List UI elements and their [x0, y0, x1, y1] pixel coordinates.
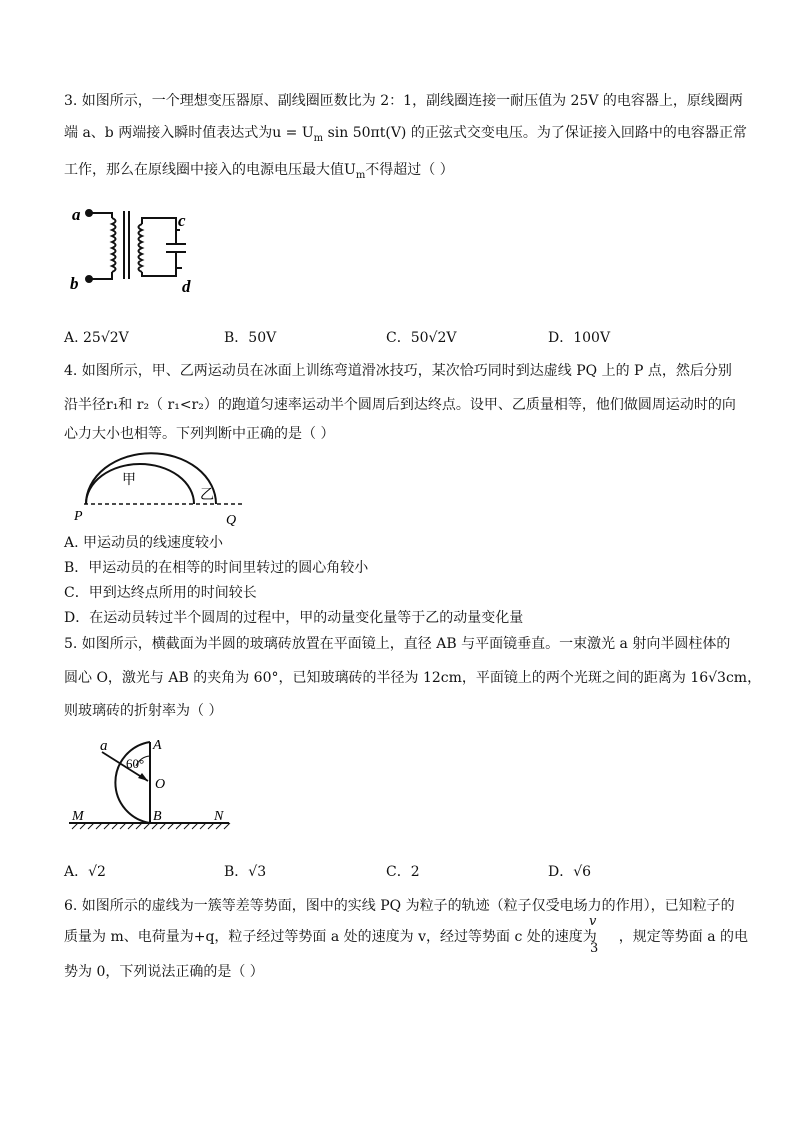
- q5-line-3: 则玻璃砖的折射率为（ ）: [64, 703, 223, 719]
- q4-option-c[interactable]: C．甲到达终点所用的时间较长: [64, 585, 257, 601]
- fig4-label-yi: 乙: [200, 487, 214, 503]
- q3-line-3-sub: m: [355, 169, 366, 181]
- q4-line-1: 4. 如图所示，甲、乙两运动员在冰面上训练弯道滑冰技巧，某次恰巧同时到达虚线 PQ 上的 P 点，然后分别: [64, 363, 732, 379]
- fig5-label-N: N: [214, 809, 224, 824]
- fig4-label-p: P: [74, 509, 83, 524]
- q4-option-d[interactable]: D．在运动员转过半个圆周的过程中，甲的动量变化量等于乙的动量变化量: [64, 610, 524, 626]
- fig3-label-d: d: [182, 277, 191, 296]
- q6-line-2-rest: ，规定等势面 a 的电: [618, 929, 749, 945]
- q3-option-d[interactable]: D．100V: [548, 330, 611, 346]
- transformer-figure: [64, 196, 204, 296]
- fig5-label-angle: 60°: [126, 756, 145, 771]
- q6-line-2: [64, 927, 748, 947]
- skating-track-figure: [64, 448, 254, 526]
- fig5-label-O: O: [155, 777, 166, 792]
- q3-line-2-text: 端 a、b 两端接入瞬时值表达式为u = U: [64, 125, 314, 141]
- q4-option-b[interactable]: B．甲运动员的在相等的时间里转过的圆心角较小: [64, 560, 369, 576]
- q6-line-1: 6. 如图所示的虚线为一簇等差等势面，图中的实线 PQ 为粒子的轨迹（粒子仅受电场力的作用），已知粒子的: [64, 898, 735, 914]
- glass-brick-figure: [64, 732, 234, 832]
- q3-option-c[interactable]: C．50√2V: [386, 330, 457, 346]
- fig5-label-M: M: [72, 809, 84, 824]
- q6-line-3: 势为 0，下列说法正确的是（ ）: [64, 964, 264, 980]
- q6-fraction-numerator: v: [589, 914, 597, 929]
- q3-option-a[interactable]: A. 25√2V: [64, 330, 129, 346]
- fig4-label-q: Q: [226, 513, 237, 526]
- q3-line-3-rest: 不得超过（ ）: [365, 162, 454, 178]
- q3-line-1: 3. 如图所示，一个理想变压器原、副线圈匝数比为 2：1，副线圈连接一耐压值为 25V 的电容器上，原线圈两: [64, 93, 743, 109]
- q5-option-a[interactable]: A．√2: [64, 864, 106, 880]
- q4-line-2: 沿半径r₁和 r₂（ r₁<r₂）的跑道匀速率运动半个圆周后到达终点。设甲、乙质量相等，他们做圆周运动时的向: [64, 397, 736, 413]
- fig3-label-a: a: [72, 205, 81, 224]
- fig5-label-B: B: [153, 809, 162, 824]
- q3-line-3-text: 工作，那么在原线圈中接入的电源电压最大值U: [64, 162, 356, 178]
- q3-line-3: [64, 160, 454, 186]
- fig3-label-b: b: [70, 274, 79, 293]
- q3-line-2: [64, 123, 747, 149]
- q5-option-b[interactable]: B．√3: [224, 864, 267, 880]
- q6-line-2-text: 质量为 m、电荷量为+q，粒子经过等势面 a 处的速度为 v，经过等势面 c 处的速度为: [64, 929, 597, 945]
- q3-line-2-sub: m: [313, 132, 324, 144]
- fig3-label-c: c: [178, 211, 186, 230]
- fig5-label-a: a: [100, 738, 108, 754]
- fig5-label-A: A: [153, 738, 162, 753]
- q3-option-b[interactable]: B．50V: [224, 330, 277, 346]
- q5-option-c[interactable]: C．2: [386, 864, 420, 880]
- q4-line-3: 心力大小也相等。下列判断中正确的是（ ）: [64, 426, 335, 442]
- q4-option-a[interactable]: A. 甲运动员的线速度较小: [64, 535, 224, 551]
- fig4-label-jia: 甲: [122, 472, 136, 488]
- q5-option-d[interactable]: D．√6: [548, 864, 592, 880]
- q5-line-2: 圆心 O，激光与 AB 的夹角为 60°，已知玻璃砖的半径为 12cm，平面镜上的两个光斑之间的距离为 16√3cm，: [64, 670, 762, 686]
- q6-fraction-denominator: 3: [590, 941, 599, 956]
- q3-line-2-rest: sin 50πt(V) 的正弦式交变电压。为了保证接入回路中的电容器正常: [323, 125, 747, 141]
- q5-line-1: 5. 如图所示，横截面为半圆的玻璃砖放置在平面镜上，直径 AB 与平面镜垂直。一束激光 a 射向半圆柱体的: [64, 636, 731, 652]
